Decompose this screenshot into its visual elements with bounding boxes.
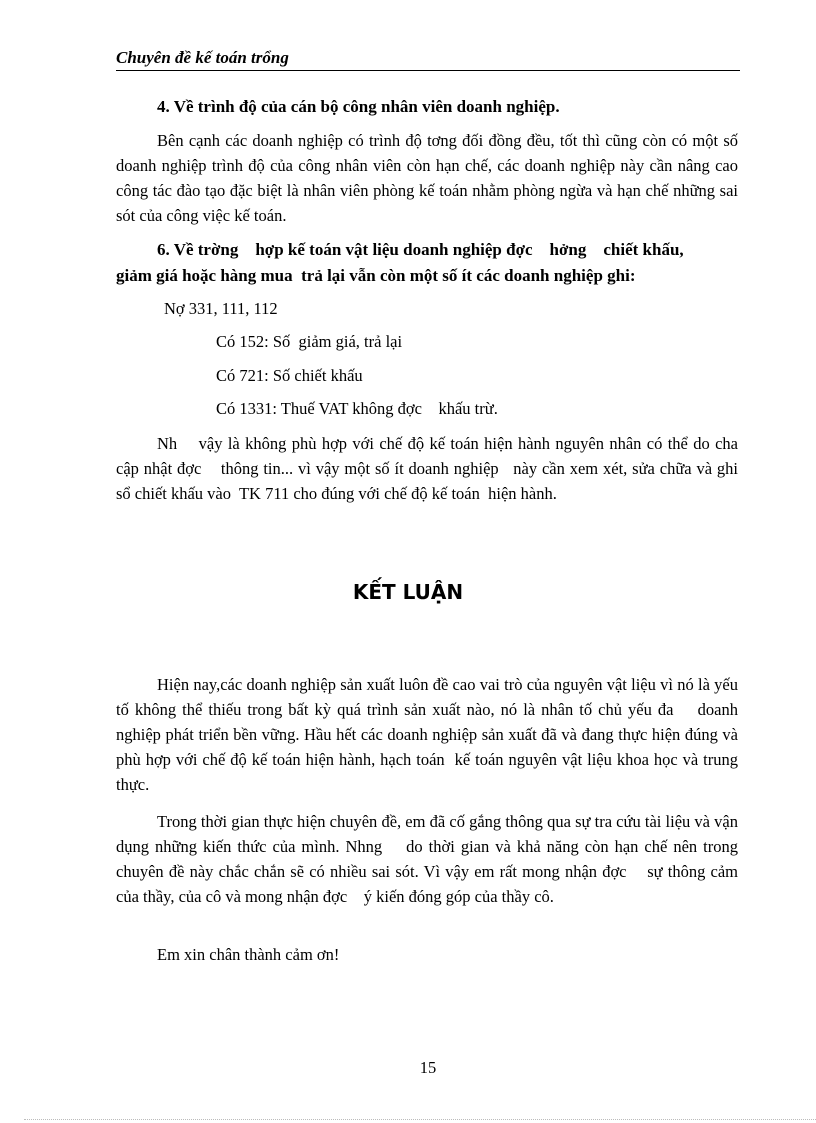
page-bottom-divider: [24, 1119, 816, 1120]
conclusion-paragraph-3: Em xin chân thành cảm ơn!: [157, 945, 340, 964]
journal-entry-debit: Nợ 331, 111, 112: [164, 299, 278, 318]
page-number: 15: [419, 1058, 437, 1077]
journal-entry-credit-721: Có 721: Số chiết khấu: [216, 366, 363, 385]
section-4-heading: 4. Về trình độ của cán bộ công nhân viên doanh nghiệp.: [157, 97, 560, 116]
page-header: [116, 48, 740, 71]
journal-entry-credit-1331: Có 1331: Thuế VAT không đợc khấu trừ.: [216, 399, 498, 418]
section-6-heading-line-2: giảm giá hoặc hàng mua trả lại vẫn còn một số ít các doanh nghiệp ghi:: [116, 266, 636, 285]
conclusion-title: KẾT LUẬN: [352, 580, 464, 604]
conclusion-paragraph-2: Trong thời gian thực hiện chuyên đề, em đã cố gắng thông qua sự tra cứu tài liệu và vận dụng những kiến thức của mình. Nhng do thời gian và khả năng còn hạn chế nên trong chuyên đề này chắc chắn sẽ có nhiều sai sót. Vì vậy em rất mong nhận đợc sự thông cảm của thầy, của cô và mong nhận đợc ý kiến đóng góp của thầy cô.: [116, 812, 743, 906]
section-6-heading-line-1: 6. Về trờng hợp kế toán vật liệu doanh nghiệp đợc hởng chiết khấu,: [157, 240, 684, 259]
conclusion-paragraph-1: Hiện nay,các doanh nghiệp sản xuất luôn đề cao vai trò của nguyên vật liệu vì nó là yếu tố không thể thiếu trong bất kỳ quá trình sản xuất nào, nó là nhân tố chủ yếu đa doanh nghiệp phát triển bền vững. Hầu hết các doanh nghiệp sản xuất đã và đang thực hiện đúng và phù hợp với chế độ kế toán hiện hành, hạch toán kế toán nguyên vật liệu khoa học và trung thực.: [116, 675, 743, 794]
section-4-paragraph: Bên cạnh các doanh nghiệp có trình độ tơng đối đồng đều, tốt thì cũng còn có một số doanh nghiệp trình độ của công nhân viên còn hạn chế, các doanh nghiệp này cần nâng cao công tác đào tạo đặc biệt là nhân viên phòng kế toán nhằm phòng ngừa và hạn chế những sai sót của công việc kế toán.: [116, 131, 738, 225]
header-title: Chuyên đề kế toán trổng: [116, 48, 289, 67]
journal-entry-credit-152: Có 152: Số giảm giá, trả lại: [216, 332, 403, 351]
section-6-paragraph: Nh vậy là không phù hợp với chế độ kế toán hiện hành nguyên nhân có thể do cha cập nhật đợc thông tin... vì vậy một số ít doanh nghiệp này cần xem xét, sửa chữa và ghi sổ chiết khấu vào TK 711 cho đúng với chế độ kế toán hiện hành.: [116, 434, 755, 503]
